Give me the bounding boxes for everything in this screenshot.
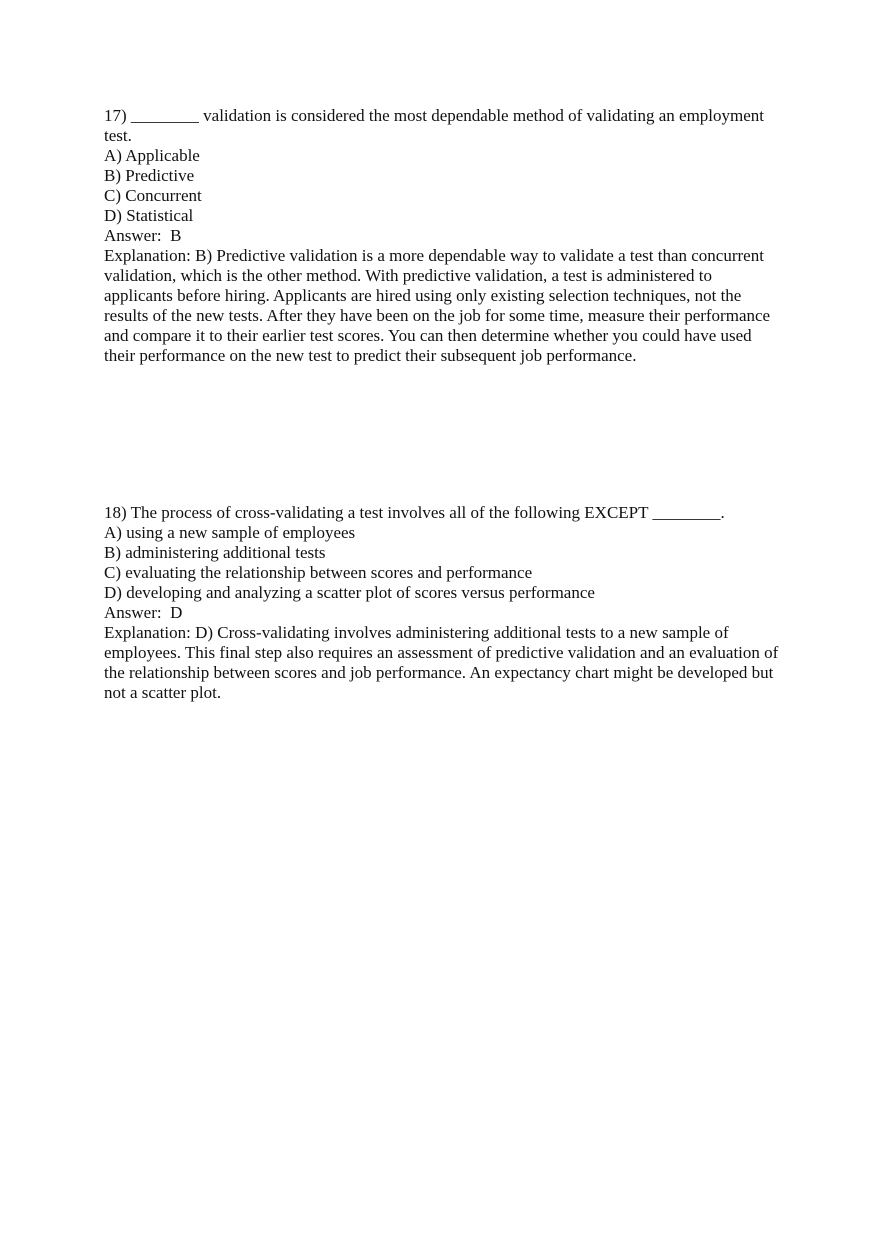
option-d: D) Statistical — [104, 206, 194, 225]
question-stem: 18) The process of cross-validating a test involves all of the following EXCEPT ________. — [104, 503, 725, 522]
option-b: B) Predictive — [104, 166, 195, 185]
option-c: C) Concurrent — [104, 186, 202, 205]
answer: Answer: D — [104, 603, 183, 622]
answer: Answer: B — [104, 226, 182, 245]
question-17 — [104, 106, 784, 366]
option-c: C) evaluating the relationship between scores and performance — [104, 563, 533, 582]
explanation: Explanation: B) Predictive validation is a more dependable way to validate a test than concurrent validation, which is the other method. With predictive validation, a test is administered to applicants before hiring. Applicants are hired using only existing selection techniques, not the results of the new tests. After they have been on the job for some time, measure their performance and compare it to their earlier test scores. You can then determine whether you could have used their performance on the new test to predict their subsequent job performance. — [104, 246, 771, 365]
explanation: Explanation: D) Cross-validating involves administering additional tests to a new sample of employees. This final step also requires an assessment of predictive validation and an evaluation of the relationship between scores and job performance. An expectancy chart might be developed but not a scatter plot. — [104, 623, 779, 702]
option-a: A) using a new sample of employees — [104, 523, 356, 542]
option-b: B) administering additional tests — [104, 543, 326, 562]
option-d: D) developing and analyzing a scatter plot of scores versus performance — [104, 583, 595, 602]
option-a: A) Applicable — [104, 146, 200, 165]
question-stem: 17) ________ validation is considered the most dependable method of validating an employment test. — [104, 106, 765, 145]
question-18 — [104, 503, 784, 703]
